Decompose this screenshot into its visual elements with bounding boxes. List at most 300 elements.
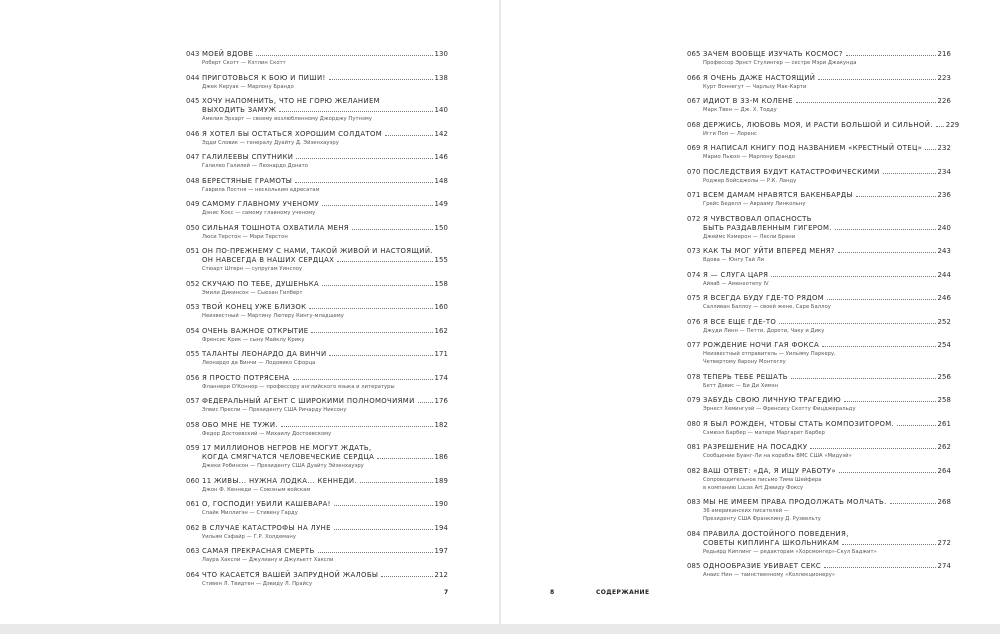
entry-page: 256	[937, 372, 951, 381]
entry-page: 142	[434, 129, 448, 138]
toc-entry	[687, 271, 951, 288]
entry-page: 264	[937, 466, 951, 475]
toc-entry	[186, 571, 448, 588]
entry-body	[202, 350, 448, 367]
toc-entry	[186, 97, 448, 123]
entry-title-line	[202, 280, 448, 289]
entry-page: 261	[937, 419, 951, 428]
entry-body	[703, 467, 951, 492]
toc-entry	[687, 50, 951, 67]
entry-title-line	[202, 247, 448, 256]
entry-title-line	[202, 500, 448, 509]
entry-number: 043	[186, 50, 200, 58]
entry-author: Стивен Л. Твидтен — Дэвиду Л. Прайсу	[202, 580, 313, 587]
entry-author: Профессор Эрнст Стулингер — сестре Мэри Джакунда	[703, 60, 857, 66]
entry-title-line	[703, 373, 951, 382]
entry-author: Эмили Дикинсон — Сьюзан Гилберт	[202, 289, 303, 296]
entry-page: 158	[434, 279, 448, 288]
entry-title-line	[703, 191, 951, 200]
entry-number: 083	[687, 498, 701, 506]
entry-title: Я ПРОСТО ПОТРЯСЕНА	[202, 373, 290, 382]
entry-title: КОГДА СМЯГЧАТСЯ ЧЕЛОВЕЧЕСКИЕ СЕРДЦА	[202, 453, 375, 461]
entry-number: 076	[687, 317, 701, 326]
entry-number: 079	[687, 396, 701, 404]
entry-body	[703, 97, 951, 114]
toc-entry	[687, 467, 951, 492]
entry-author: Гаврила Постня — нескольким адресатам	[202, 186, 320, 193]
entry-body	[202, 421, 448, 438]
dot-leader	[322, 285, 433, 286]
entry-title-line	[202, 97, 448, 106]
dot-leader	[256, 55, 432, 56]
entry-title-line	[202, 350, 448, 359]
entry-title: Я ХОТЕЛ БЫ ОСТАТЬСЯ ХОРОШИМ СОЛДАТОМ	[202, 129, 383, 138]
dot-leader	[322, 205, 432, 206]
toc-entry	[186, 130, 448, 147]
running-title: СОДЕРЖАНИЕ	[596, 589, 650, 596]
entry-page: 236	[937, 191, 951, 199]
entry-title: ЗАЧЕМ ВООБЩЕ ИЗУЧАТЬ КОСМОС?	[703, 50, 843, 58]
entry-page: 246	[937, 294, 951, 302]
entry-title: ОН НАВСЕГДА В НАШИХ СЕРДЦАХ	[202, 256, 335, 264]
entry-author: Неизвестный отправитель — Уильяму Паркеру,	[703, 351, 836, 357]
entry-page: 226	[937, 97, 951, 105]
dot-leader	[281, 426, 433, 427]
entry-body	[202, 303, 448, 320]
entry-body	[202, 500, 448, 517]
entry-title-line	[703, 294, 951, 303]
toc-entry	[687, 443, 951, 460]
entry-body	[202, 547, 448, 564]
entry-title: ПОСЛЕДСТВИЯ БУДУТ КАТАСТРОФИЧЕСКИМИ	[703, 167, 880, 176]
entry-number: 082	[687, 466, 701, 475]
entry-author: Марио Пьюзо — Марлону Брандо	[703, 154, 796, 160]
entry-body	[202, 571, 448, 588]
entry-author: Джон Ф. Кеннеди — Союзным войскам	[202, 486, 311, 493]
dot-leader	[844, 401, 935, 402]
entry-number: 055	[186, 350, 200, 358]
toc-entry	[186, 153, 448, 170]
toc-entry	[687, 420, 951, 437]
entry-page: 254	[937, 341, 951, 349]
entry-body	[202, 397, 448, 414]
entry-title: СИЛЬНАЯ ТОШНОТА ОХВАТИЛА МЕНЯ	[202, 223, 349, 232]
entry-body	[202, 524, 448, 541]
toc-entry	[687, 498, 951, 523]
toc-entry	[687, 168, 951, 185]
entry-body	[202, 247, 448, 273]
entry-page: 162	[434, 326, 448, 335]
entry-title-line	[202, 397, 448, 406]
entry-page: 258	[937, 396, 951, 404]
entry-body	[703, 144, 951, 161]
entry-number: 078	[687, 372, 701, 381]
entry-author: Сопроводительное письмо Тима Шейфера	[703, 476, 822, 483]
toc-entry	[186, 224, 448, 241]
entry-title-line	[703, 443, 951, 452]
entry-title-line	[202, 50, 448, 59]
entry-title-line	[703, 215, 951, 224]
toc-entry	[186, 350, 448, 367]
entry-title-line	[202, 303, 448, 312]
entry-author: Леонардо да Винчи — Лодовико Сфорца	[202, 360, 316, 366]
entry-body	[703, 247, 951, 264]
toc-entry	[186, 74, 448, 91]
entry-title-line	[703, 467, 951, 476]
toc-entry	[186, 547, 448, 564]
dot-leader	[779, 323, 935, 324]
entry-title-line	[703, 168, 951, 177]
entry-page: 150	[434, 223, 448, 232]
toc-entry	[186, 280, 448, 297]
entry-title: БЫТЬ РАЗДАВЛЕННЫМ ГИГЕРОМ.	[703, 223, 832, 232]
entry-title: Я НАПИСАЛ КНИГУ ПОД НАЗВАНИЕМ «КРЕСТНЫЙ ОТЕЦ»	[703, 144, 923, 152]
entry-page: 140	[434, 106, 448, 114]
toc-entry	[687, 341, 951, 366]
entry-number: 044	[186, 73, 200, 82]
entry-number: 061	[186, 500, 200, 508]
entry-page: 160	[434, 303, 448, 311]
dot-leader	[352, 229, 433, 230]
dot-leader	[842, 544, 935, 545]
dot-leader	[818, 79, 935, 80]
entry-author: Редьярд Киплинг — редакторам «Хорсмонгер»-Скул Баджит»	[703, 548, 877, 555]
entry-body	[202, 130, 448, 147]
entry-author: Сэмюэл Барбер — матери Маргарет Барбер	[703, 429, 825, 436]
entry-title-line	[202, 524, 448, 533]
dot-leader	[835, 229, 936, 230]
entry-author: Роберт Скотт — Кэтлин Скотт	[202, 60, 286, 66]
dot-leader	[293, 379, 433, 380]
entry-title: РОЖДЕНИЕ НОЧИ ГАЯ ФОКСА	[703, 341, 820, 349]
entry-title-line	[703, 530, 951, 539]
toc-entry	[186, 397, 448, 414]
entry-title: ВЫХОДИТЬ ЗАМУЖ	[202, 106, 277, 114]
entry-page: 176	[434, 397, 448, 405]
entry-title: ЧТО КАСАЕТСЯ ВАШЕЙ ЗАПРУДНОЙ ЖАЛОБЫ	[202, 570, 379, 579]
entry-page: 130	[434, 50, 448, 58]
entry-title: МЫ НЕ ИМЕЕМ ПРАВА ПРОДОЛЖАТЬ МОЛЧАТЬ.	[703, 498, 887, 506]
entry-number: 074	[687, 270, 701, 279]
entry-page: 182	[434, 420, 448, 429]
entry-title: ОДНООБРАЗИЕ УБИВАЕТ СЕКС	[703, 562, 822, 570]
entry-page: 148	[434, 176, 448, 185]
entry-page: 243	[937, 247, 951, 255]
entry-title: САМОМУ ГЛАВНОМУ УЧЕНОМУ	[202, 200, 320, 208]
dot-leader	[329, 79, 433, 80]
dot-leader	[360, 482, 433, 483]
dot-leader	[337, 261, 432, 262]
entry-title: Я — СЛУГА ЦАРЯ	[703, 270, 769, 279]
entry-page: 186	[434, 453, 448, 461]
dot-leader	[279, 111, 432, 112]
entry-number: 059	[186, 444, 200, 452]
entry-body	[703, 373, 951, 390]
entry-title-line	[703, 420, 951, 429]
entry-author: Эрнест Хемингуэй — Френсису Скотту Фицджеральду	[703, 406, 856, 412]
entry-title-line	[202, 106, 448, 115]
entry-number: 066	[687, 73, 701, 82]
entry-page: 216	[937, 50, 951, 58]
entry-body	[202, 177, 448, 194]
entry-author: Джек Керуак — Марлону Брандо	[202, 83, 294, 90]
entry-body	[703, 271, 951, 288]
toc-entry	[186, 500, 448, 517]
entry-author: Роджер Бойсджолы — Р.К. Ланду	[703, 177, 797, 184]
entry-number: 067	[687, 97, 701, 105]
entry-title-line	[703, 247, 951, 256]
entry-author: Галилео Галилей — Леонардо Донато	[202, 163, 308, 169]
page-number-right: 8	[550, 589, 555, 596]
entry-title: 11 ЖИВЫ... НУЖНА ЛОДКА... КЕННЕДИ.	[202, 476, 357, 485]
dot-leader	[385, 135, 433, 136]
entry-title: Я ЧУВСТВОВАЛ ОПАСНОСТЬ	[703, 214, 812, 223]
toc-entry	[186, 477, 448, 494]
dot-leader	[796, 102, 936, 103]
entry-title-line	[703, 498, 951, 507]
entry-number: 045	[186, 97, 200, 105]
entry-body	[703, 294, 951, 311]
entry-author: Стюарт Штерн — супругам Уинслоу	[202, 266, 303, 272]
book-gutter	[499, 0, 501, 624]
dot-leader	[839, 472, 936, 473]
entry-title: ОЧЕНЬ ВАЖНОЕ ОТКРЫТИЕ	[202, 326, 309, 335]
dot-leader	[897, 425, 935, 426]
entry-page: 146	[434, 153, 448, 161]
entry-number: 054	[186, 326, 200, 335]
entry-author: Джеймс Кэмерон — Лесли Брани	[703, 233, 796, 240]
entry-page: 262	[937, 443, 951, 451]
entry-number: 068	[687, 120, 701, 129]
entry-author: Четвертому барону Монтеглу	[703, 359, 786, 365]
entry-page: 194	[434, 523, 448, 532]
entry-author: Анаис Нин — таинственному «Коллекционеру»	[703, 572, 836, 578]
entry-title: БЕРЕСТЯНЫЕ ГРАМОТЫ	[202, 176, 293, 185]
entry-author: Френсис Крик — сыну Майклу Крику	[202, 336, 305, 343]
entry-number: 058	[186, 420, 200, 429]
entry-number: 069	[687, 144, 701, 152]
entry-title: ИДИОТ В 33-М КОЛЕНЕ	[703, 97, 793, 105]
entry-title: ТЕПЕРЬ ТЕБЕ РЕШАТЬ	[703, 372, 788, 381]
entry-number: 057	[186, 397, 200, 405]
entry-title-line	[202, 421, 448, 430]
entry-title-line	[202, 453, 448, 462]
entry-page: 274	[937, 562, 951, 570]
entry-title-line	[703, 120, 960, 130]
entry-title-line	[202, 477, 448, 486]
entry-body	[202, 477, 448, 494]
entry-number: 073	[687, 247, 701, 255]
entry-title-line	[202, 224, 448, 233]
entry-body	[202, 97, 448, 123]
toc-entry	[687, 97, 951, 114]
entry-title: РАЗРЕШЕНИЕ НА ПОСАДКУ	[703, 443, 808, 451]
entry-title-line	[703, 539, 951, 548]
entry-body	[703, 420, 951, 437]
entry-body	[703, 74, 951, 91]
entry-author: Джеки Робинсон — Президенту США Дуайту Эйзенхауэру	[202, 463, 364, 469]
dot-leader	[295, 182, 432, 183]
toc-entry	[687, 373, 951, 390]
toc-entry	[687, 530, 951, 556]
entry-page: 190	[434, 500, 448, 508]
dot-leader	[824, 567, 935, 568]
dot-leader	[296, 158, 432, 159]
entry-title: СОВЕТЫ КИПЛИНГА ШКОЛЬНИКАМ	[703, 538, 840, 547]
entry-title-line	[703, 224, 951, 233]
toc-entry	[687, 562, 951, 579]
entry-body	[703, 215, 951, 241]
toc-column-right	[687, 50, 960, 586]
entry-author: Салливан Баллоу — своей жене, Саре Баллоу	[703, 304, 831, 310]
entry-author: 36 американских писателей —	[703, 508, 790, 514]
entry-page: 171	[434, 350, 448, 358]
entry-title-line	[202, 74, 448, 83]
entry-number: 084	[687, 529, 701, 538]
entry-title: ОН ПО-ПРЕЖНЕМУ С НАМИ, ТАКОЙ ЖИВОЙ И НАСТОЯЩИЙ.	[202, 247, 433, 255]
toc-entry	[186, 247, 448, 273]
entry-title-line	[703, 341, 951, 350]
entry-body	[202, 200, 448, 217]
entry-page: 197	[434, 547, 448, 555]
entry-page: 174	[434, 373, 448, 382]
dot-leader	[771, 276, 935, 277]
toc-entry	[687, 144, 951, 161]
entry-title: ВСЕМ ДАМАМ НРАВЯТСЯ БАКЕНБАРДЫ	[703, 191, 853, 199]
entry-title: ГАЛИЛЕЕВЫ СПУТНИКИ	[202, 153, 294, 161]
entry-body	[202, 224, 448, 241]
entry-author: Сообщение Буанг-Ли на корабль ВМС США «Мидуэй»	[703, 453, 852, 459]
entry-title-line	[202, 374, 448, 383]
entry-title: Я ОЧЕНЬ ДАЖЕ НАСТОЯЩИЙ	[703, 73, 816, 82]
entry-title: МОЕЙ ВДОВЕ	[202, 50, 254, 58]
entry-page: 149	[434, 200, 448, 208]
entry-body	[703, 191, 951, 208]
dot-leader	[846, 55, 936, 56]
entry-author: Дэнис Кокс — самому главному ученому	[202, 210, 316, 216]
entry-body	[703, 562, 951, 579]
entry-number: 052	[186, 279, 200, 288]
entry-page: 229	[945, 120, 960, 129]
entry-number: 070	[687, 167, 701, 176]
entry-page: 240	[937, 223, 951, 232]
entry-number: 050	[186, 223, 200, 232]
entry-page: 155	[434, 256, 448, 264]
dot-leader	[381, 576, 432, 577]
entry-title-line	[703, 144, 951, 153]
entry-author: Грейс Беделл — Аврааму Линкольну	[703, 201, 806, 207]
entry-title-line	[202, 444, 448, 453]
entry-number: 051	[186, 247, 200, 255]
entry-number: 080	[687, 419, 701, 428]
entry-title: СКУЧАЮ ПО ТЕБЕ, ДУШЕНЬКА	[202, 279, 320, 288]
dot-leader	[856, 196, 936, 197]
entry-number: 065	[687, 50, 701, 58]
entry-title-line	[703, 396, 951, 405]
entry-author: Вдова — Юнгу Тай Ли	[703, 257, 765, 263]
entry-title-line	[202, 547, 448, 556]
entry-title-line	[703, 74, 951, 83]
entry-title: ТАЛАНТЫ ЛЕОНАРДО ДА ВИНЧИ	[202, 350, 327, 358]
dot-leader	[827, 299, 935, 300]
dot-leader	[318, 552, 433, 553]
entry-number: 077	[687, 341, 701, 349]
entry-page: 223	[937, 73, 951, 82]
entry-title: Я ВСЕГДА БУДУ ГДЕ-ТО РЯДОМ	[703, 294, 825, 302]
entry-number: 046	[186, 129, 200, 138]
entry-title: ЗАБУДЬ СВОЮ ЛИЧНУЮ ТРАГЕДИЮ	[703, 396, 842, 404]
entry-body	[202, 327, 448, 344]
entry-body	[703, 120, 960, 138]
dot-leader	[925, 149, 935, 150]
entry-number: 047	[186, 153, 200, 161]
entry-title: ПРИГОТОВЬСЯ К БОЮ И ПИШИ!	[202, 73, 326, 82]
entry-body	[703, 318, 951, 335]
entry-title-line	[202, 327, 448, 336]
dot-leader	[329, 355, 432, 356]
entry-number: 049	[186, 200, 200, 208]
entry-number: 063	[186, 547, 200, 555]
dot-leader	[311, 332, 432, 333]
toc-entry	[186, 327, 448, 344]
entry-title-line	[202, 571, 448, 580]
entry-body	[202, 74, 448, 91]
dot-leader	[377, 458, 432, 459]
entry-title: ДЕРЖИСЬ, ЛЮБОВЬ МОЯ, И РАСТИ БОЛЬШОЙ И СИЛЬНОЙ.	[703, 120, 933, 129]
entry-page: 189	[434, 476, 448, 485]
toc-entry	[186, 50, 448, 67]
dot-leader	[309, 308, 432, 309]
entry-body	[202, 280, 448, 297]
entry-title-line	[202, 153, 448, 162]
entry-title: О, ГОСПОДИ! УБИЛИ КАШЕВАРА!	[202, 500, 331, 508]
entry-body	[703, 396, 951, 413]
toc-entry	[687, 74, 951, 91]
toc-entry	[687, 215, 951, 241]
toc-entry	[186, 444, 448, 470]
toc-column-left	[186, 50, 448, 594]
entry-author: Айяаб — Аменхотепу IV	[703, 280, 769, 287]
entry-title: ПРАВИЛА ДОСТОЙНОГО ПОВЕДЕНИЯ,	[703, 529, 849, 538]
entry-number: 048	[186, 176, 200, 185]
entry-author: Фланнери О'Коннор — профессору английского языка и литературы	[202, 383, 395, 390]
entry-title-line	[202, 200, 448, 209]
entry-title: ТВОЙ КОНЕЦ УЖЕ БЛИЗОК	[202, 303, 307, 311]
entry-body	[202, 50, 448, 67]
entry-page: 138	[434, 73, 448, 82]
bottom-edge	[0, 624, 1000, 634]
entry-number: 081	[687, 443, 701, 451]
entry-title-line	[202, 177, 448, 186]
entry-body	[703, 498, 951, 523]
entry-number: 072	[687, 214, 701, 223]
entry-title-line	[703, 318, 951, 327]
toc-entry	[687, 396, 951, 413]
entry-page: 272	[937, 538, 951, 547]
entry-author: Неизвестный — Мартину Лютеру Кингу-младшему	[202, 313, 344, 319]
toc-entry	[687, 120, 960, 138]
entry-body	[703, 530, 951, 556]
entry-page: 268	[937, 498, 951, 506]
dot-leader	[838, 252, 936, 253]
entry-number: 053	[186, 303, 200, 311]
dot-leader	[791, 378, 936, 379]
toc-entry	[186, 374, 448, 391]
entry-author: Амелия Эрхарт — своему возлюбленному Джорджу Путнэму	[202, 116, 372, 122]
entry-title: ХОЧУ НАПОМНИТЬ, ЧТО НЕ ГОРЮ ЖЕЛАНИЕМ	[202, 97, 380, 105]
entry-title-line	[703, 97, 951, 106]
entry-title: ОБО МНЕ НЕ ТУЖИ.	[202, 420, 278, 429]
